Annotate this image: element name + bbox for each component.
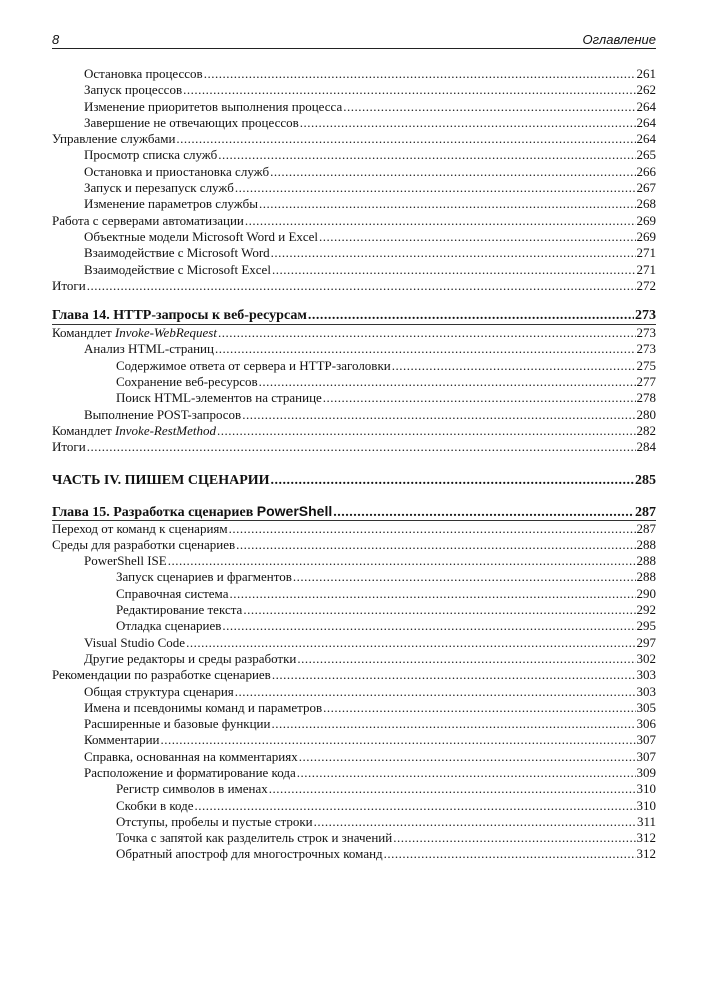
entry-title: Регистр символов в именах bbox=[116, 781, 268, 797]
cmdlet-name: Invoke-RestMethod bbox=[114, 422, 217, 438]
entry-page: 280 bbox=[636, 406, 656, 422]
leader-dots bbox=[392, 358, 636, 374]
leader-dots bbox=[87, 278, 636, 294]
entry-title: Комментарии bbox=[84, 732, 160, 748]
leader-dots bbox=[215, 341, 636, 357]
toc-entry bbox=[52, 602, 656, 618]
leader-dots bbox=[186, 635, 635, 651]
part-page: 285 bbox=[635, 472, 656, 488]
toc-entry bbox=[52, 66, 656, 82]
entry-page: 268 bbox=[636, 196, 656, 212]
entry-page: 288 bbox=[636, 536, 656, 552]
entry-page: 288 bbox=[636, 569, 656, 585]
entry-title: Итоги bbox=[52, 439, 86, 455]
toc-entry bbox=[52, 781, 656, 797]
leader-dots bbox=[235, 684, 636, 700]
entry-page: 311 bbox=[636, 813, 656, 829]
entry-title: Завершение не отвечающих процессов bbox=[84, 114, 299, 130]
entry-page: 267 bbox=[636, 180, 656, 196]
leader-dots bbox=[217, 423, 635, 439]
entry-page: 297 bbox=[636, 634, 656, 650]
entry-page: 266 bbox=[636, 163, 656, 179]
leader-dots bbox=[176, 131, 635, 147]
entry-title: Обратный апостроф для многострочных команд bbox=[116, 846, 383, 862]
entry-page: 312 bbox=[636, 830, 656, 846]
leader-dots bbox=[308, 307, 634, 324]
toc-chapter-14 bbox=[52, 307, 656, 324]
leader-dots bbox=[272, 667, 636, 683]
toc-entry bbox=[52, 553, 656, 569]
toc-entry bbox=[52, 278, 656, 294]
entry-page: 307 bbox=[636, 748, 656, 764]
entry-page: 262 bbox=[636, 82, 656, 98]
entry-page: 277 bbox=[636, 374, 656, 390]
toc-entry bbox=[52, 180, 656, 196]
entry-page: 307 bbox=[636, 732, 656, 748]
entry-title: PowerShell ISE bbox=[84, 553, 167, 569]
leader-dots bbox=[323, 700, 635, 716]
entry-title: Остановка процессов bbox=[84, 66, 203, 81]
entry-title: Командлет Invoke-WebRequest bbox=[52, 325, 217, 341]
leader-dots bbox=[297, 765, 636, 781]
toc-entry bbox=[52, 390, 656, 406]
leader-dots bbox=[235, 180, 636, 196]
entry-page: 310 bbox=[636, 781, 656, 797]
toc-entry bbox=[52, 407, 656, 423]
entry-page: 295 bbox=[636, 618, 656, 634]
entry-title: Итоги bbox=[52, 277, 86, 293]
toc-chapter-15 bbox=[52, 503, 656, 520]
entry-title: Среды для разработки сценариев bbox=[52, 536, 236, 552]
leader-dots bbox=[222, 618, 635, 634]
entry-title: Отладка сценариев bbox=[116, 618, 222, 634]
leader-dots bbox=[343, 99, 635, 115]
entry-title: Отступы, пробелы и пустые строки bbox=[116, 813, 313, 829]
leader-dots bbox=[271, 472, 634, 489]
toc-entry bbox=[52, 131, 656, 147]
leader-dots bbox=[297, 651, 635, 667]
entry-page: 290 bbox=[636, 585, 656, 601]
toc-entry bbox=[52, 358, 656, 374]
entry-page: 303 bbox=[636, 683, 656, 699]
leader-dots bbox=[393, 830, 635, 846]
chapter-title: Глава 15. Разработка сценариев PowerShell bbox=[52, 502, 333, 520]
entry-page: 305 bbox=[636, 699, 656, 715]
entry-title: Расширенные и базовые функции bbox=[84, 716, 271, 732]
page-header bbox=[52, 30, 656, 49]
toc-entry bbox=[52, 423, 656, 439]
toc-entry bbox=[52, 618, 656, 634]
toc-entry bbox=[52, 196, 656, 212]
leader-dots bbox=[293, 569, 636, 585]
toc-entry bbox=[52, 213, 656, 229]
toc-entry bbox=[52, 325, 656, 341]
entry-title: Выполнение POST-запросов bbox=[84, 406, 242, 422]
leader-dots bbox=[323, 390, 636, 406]
entry-page: 264 bbox=[636, 98, 656, 114]
leader-dots bbox=[384, 846, 636, 862]
entry-title: Взаимодействие с Microsoft Excel bbox=[84, 261, 271, 277]
toc-entry bbox=[52, 732, 656, 748]
toc-entry bbox=[52, 798, 656, 814]
entry-page: 269 bbox=[636, 212, 656, 228]
leader-dots bbox=[333, 504, 634, 521]
leader-dots bbox=[168, 553, 636, 569]
entry-page: 275 bbox=[636, 357, 656, 373]
toc-entry bbox=[52, 99, 656, 115]
leader-dots bbox=[87, 439, 636, 455]
toc-entry bbox=[52, 229, 656, 245]
leader-dots bbox=[243, 602, 635, 618]
entry-page: 264 bbox=[636, 131, 656, 147]
entry-title: Сохранение веб-ресурсов bbox=[116, 374, 258, 390]
toc-entry bbox=[52, 569, 656, 585]
entry-page: 272 bbox=[636, 277, 656, 293]
toc-part-4 bbox=[52, 472, 656, 489]
entry-page: 306 bbox=[636, 716, 656, 732]
entry-title: Содержимое ответа от сервера и HTTP-заголовки bbox=[116, 357, 391, 373]
toc-entry bbox=[52, 635, 656, 651]
leader-dots bbox=[259, 374, 636, 390]
leader-dots bbox=[272, 262, 636, 278]
entry-title: Другие редакторы и среды разработки bbox=[84, 650, 297, 666]
leader-dots bbox=[314, 814, 636, 830]
toc-entry bbox=[52, 765, 656, 781]
leader-dots bbox=[245, 213, 636, 229]
toc-entry bbox=[52, 667, 656, 683]
entry-title: Управление службами bbox=[52, 131, 176, 147]
entry-title: Справочная система bbox=[116, 585, 229, 601]
entry-page: 271 bbox=[636, 245, 656, 261]
toc-entry bbox=[52, 846, 656, 862]
entry-page: 278 bbox=[636, 390, 656, 406]
leader-dots bbox=[183, 82, 635, 98]
entry-page: 261 bbox=[636, 66, 656, 81]
leader-dots bbox=[271, 716, 635, 732]
entry-page: 282 bbox=[636, 422, 656, 438]
entry-title: Редактирование текста bbox=[116, 602, 243, 618]
toc-entry bbox=[52, 115, 656, 131]
leader-dots bbox=[195, 798, 636, 814]
entry-page: 310 bbox=[636, 797, 656, 813]
entry-title: Остановка и приостановка служб bbox=[84, 163, 270, 179]
chapter-title: Глава 14. HTTP-запросы к веб-ресурсам bbox=[52, 308, 307, 324]
entry-page: 292 bbox=[636, 602, 656, 618]
leader-dots bbox=[204, 66, 636, 82]
toc-entry bbox=[52, 749, 656, 765]
entry-page: 273 bbox=[636, 341, 656, 357]
entry-title: Скобки в коде bbox=[116, 797, 194, 813]
leader-dots bbox=[299, 749, 636, 765]
toc-entry bbox=[52, 537, 656, 553]
entry-page: 287 bbox=[636, 520, 656, 536]
leader-dots bbox=[300, 115, 636, 131]
entry-title: Работа с серверами автоматизации bbox=[52, 212, 244, 228]
part-title: ЧАСТЬ IV. ПИШЕМ СЦЕНАРИИ bbox=[52, 472, 270, 488]
leader-dots bbox=[242, 407, 635, 423]
entry-page: 264 bbox=[636, 114, 656, 130]
leader-dots bbox=[259, 196, 636, 212]
chapter-page: 273 bbox=[635, 308, 656, 324]
leader-dots bbox=[319, 229, 635, 245]
entry-page: 312 bbox=[636, 846, 656, 862]
entry-title: Командлет Invoke-RestMethod bbox=[52, 422, 217, 438]
entry-page: 271 bbox=[636, 261, 656, 277]
page-number: 8 bbox=[52, 32, 60, 47]
toc-entry bbox=[52, 700, 656, 716]
entry-page: 284 bbox=[636, 439, 656, 455]
toc-block-processes-services bbox=[52, 66, 656, 294]
toc-block-chapter-15 bbox=[52, 521, 656, 863]
entry-title: Взаимодействие с Microsoft Word bbox=[84, 245, 270, 261]
entry-title: Visual Studio Code bbox=[84, 634, 186, 650]
toc-entry bbox=[52, 716, 656, 732]
toc-entry bbox=[52, 164, 656, 180]
entry-page: 269 bbox=[636, 228, 656, 244]
entry-title: Изменение приоритетов выполнения процесса bbox=[84, 98, 343, 114]
toc-entry bbox=[52, 374, 656, 390]
entry-page: 273 bbox=[636, 325, 656, 341]
entry-title: Изменение параметров службы bbox=[84, 196, 258, 212]
cmdlet-name: Invoke-WebRequest bbox=[114, 325, 217, 341]
entry-title: Просмотр списка служб bbox=[84, 147, 218, 163]
toc-entry bbox=[52, 147, 656, 163]
toc-entry bbox=[52, 245, 656, 261]
entry-title: Запуск процессов bbox=[84, 82, 183, 98]
entry-title: Переход от команд к сценариям bbox=[52, 520, 228, 536]
toc-entry bbox=[52, 521, 656, 537]
chapter-page: 287 bbox=[635, 504, 656, 520]
toc-entry bbox=[52, 814, 656, 830]
entry-page: 288 bbox=[636, 553, 656, 569]
entry-title: Имена и псевдонимы команд и параметров bbox=[84, 699, 323, 715]
chapter-product: PowerShell bbox=[256, 502, 333, 519]
entry-title: Расположение и форматирование кода bbox=[84, 764, 296, 780]
leader-dots bbox=[229, 586, 635, 602]
toc-entry bbox=[52, 830, 656, 846]
leader-dots bbox=[160, 732, 635, 748]
entry-page: 303 bbox=[636, 667, 656, 683]
toc-entry bbox=[52, 341, 656, 357]
leader-dots bbox=[218, 147, 635, 163]
entry-page: 302 bbox=[636, 650, 656, 666]
table-of-contents bbox=[52, 66, 656, 863]
entry-page: 309 bbox=[636, 764, 656, 780]
toc-entry bbox=[52, 262, 656, 278]
toc-entry bbox=[52, 586, 656, 602]
toc-entry bbox=[52, 651, 656, 667]
entry-title: Запуск и перезапуск служб bbox=[84, 180, 234, 196]
entry-title: Объектные модели Microsoft Word и Excel bbox=[84, 228, 319, 244]
section-title: Оглавление bbox=[582, 32, 656, 47]
leader-dots bbox=[271, 245, 636, 261]
entry-title: Точка с запятой как разделитель строк и значений bbox=[116, 830, 393, 846]
leader-dots bbox=[269, 781, 636, 797]
leader-dots bbox=[218, 325, 636, 341]
entry-title: Справка, основанная на комментариях bbox=[84, 748, 298, 764]
leader-dots bbox=[236, 537, 635, 553]
leader-dots bbox=[270, 164, 635, 180]
entry-title: Общая структура сценария bbox=[84, 683, 234, 699]
entry-title: Запуск сценариев и фрагментов bbox=[116, 569, 292, 585]
toc-entry bbox=[52, 82, 656, 98]
entry-page: 265 bbox=[636, 147, 656, 163]
toc-entry bbox=[52, 684, 656, 700]
entry-title: Поиск HTML-элементов на странице bbox=[116, 390, 322, 406]
toc-entry bbox=[52, 439, 656, 455]
leader-dots bbox=[229, 521, 636, 537]
entry-title: Анализ HTML-страниц bbox=[84, 341, 214, 357]
entry-title: Рекомендации по разработке сценариев bbox=[52, 667, 271, 683]
